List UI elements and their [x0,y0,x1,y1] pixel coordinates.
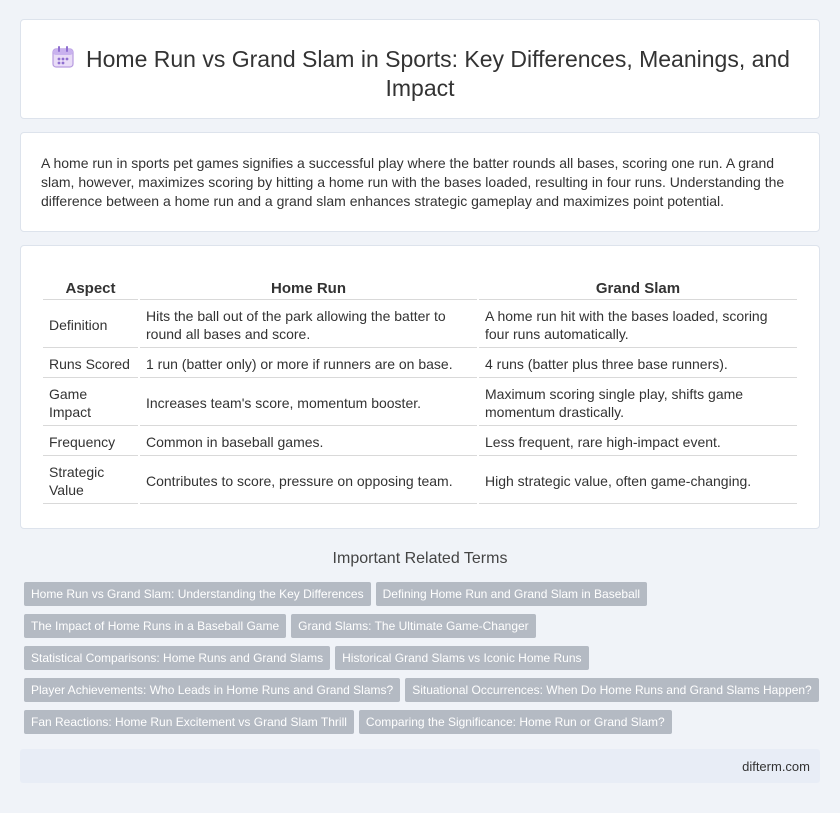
table-cell: Less frequent, rare high-impact event. [479,428,797,456]
table-cell: Strategic Value [43,458,138,504]
calendar-icon [50,44,76,70]
table-cell: Game Impact [43,380,138,426]
comparison-table [41,272,799,506]
related-term-link[interactable]: Defining Home Run and Grand Slam in Baseball [376,582,647,606]
table-cell: Maximum scoring single play, shifts game momentum drastically. [479,380,797,426]
related-term-link[interactable]: Historical Grand Slams vs Iconic Home Runs [335,646,588,670]
related-term-link[interactable]: Fan Reactions: Home Run Excitement vs Grand Slam Thrill [24,710,354,734]
footer [20,749,820,783]
header-home-run: Home Run [140,274,477,300]
related-term-link[interactable]: Home Run vs Grand Slam: Understanding the Key Differences [24,582,371,606]
table-cell: High strategic value, often game-changing. [479,458,797,504]
table-cell: 4 runs (batter plus three base runners). [479,350,797,378]
table-cell: Contributes to score, pressure on opposing team. [140,458,477,504]
related-terms-list [24,582,824,742]
related-term-link[interactable]: Grand Slams: The Ultimate Game-Changer [291,614,536,638]
table-cell: Runs Scored [43,350,138,378]
related-term-link[interactable]: Player Achievements: Who Leads in Home Runs and Grand Slams? [24,678,400,702]
table-row [43,458,797,504]
related-term-link[interactable]: Statistical Comparisons: Home Runs and Grand Slams [24,646,330,670]
page-title [21,44,819,103]
page-title-text: Home Run vs Grand Slam in Sports: Key Differences, Meanings, and Impact [86,46,790,101]
table-row [43,302,797,348]
table-header-row [43,274,797,300]
related-terms-title: Important Related Terms [332,550,508,567]
table-cell: Hits the ball out of the park allowing the batter to round all bases and score. [140,302,477,348]
comparison-card [20,245,820,529]
table-cell: 1 run (batter only) or more if runners are on base. [140,350,477,378]
header-aspect: Aspect [43,274,138,300]
title-card [20,19,820,119]
intro-card [20,132,820,232]
header-grand-slam: Grand Slam [479,274,797,300]
table-row [43,428,797,456]
footer-site-link[interactable]: difterm.com [742,759,810,774]
table-cell: A home run hit with the bases loaded, scoring four runs automatically. [479,302,797,348]
related-term-link[interactable]: Comparing the Significance: Home Run or Grand Slam? [359,710,672,734]
table-cell: Frequency [43,428,138,456]
table-row [43,380,797,426]
table-cell: Common in baseball games. [140,428,477,456]
intro-paragraph: A home run in sports pet games signifies a successful play where the batter rounds all bases, scoring one run. A grand slam, however, maximizes scoring by hitting a home run with the bases loaded, resulting in four runs. Understanding the difference between a home run and a grand slam enhances strategic gameplay and maximizes point potential. [41,155,785,209]
related-term-link[interactable]: Situational Occurrences: When Do Home Runs and Grand Slams Happen? [405,678,819,702]
table-cell: Definition [43,302,138,348]
table-row [43,350,797,378]
related-term-link[interactable]: The Impact of Home Runs in a Baseball Game [24,614,286,638]
table-cell: Increases team's score, momentum booster. [140,380,477,426]
